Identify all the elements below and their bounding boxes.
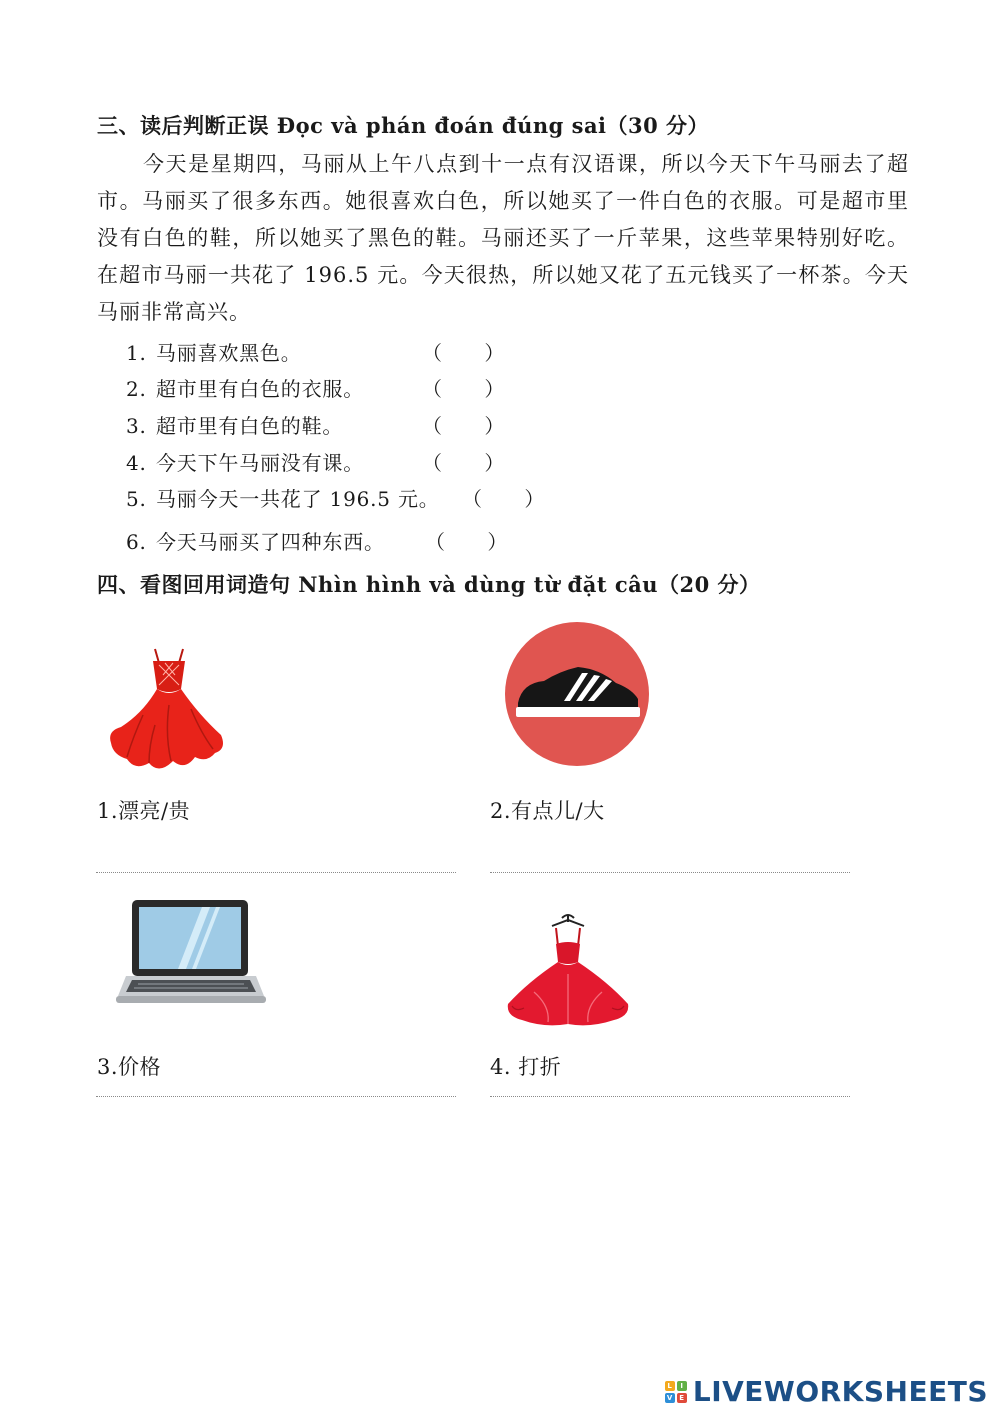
question-number: 2. <box>126 377 147 401</box>
answer-blank[interactable]: （ ） <box>422 377 506 401</box>
answer-blank[interactable]: （ ） <box>462 487 546 511</box>
item-2-label: 2.有点儿/大 <box>490 799 605 823</box>
question-text: 今天下午马丽没有课。 <box>156 451 364 475</box>
question-3 <box>126 410 506 439</box>
question-text: 今天马丽买了四种东西。 <box>156 530 385 554</box>
item-3-label: 3.价格 <box>97 1055 162 1079</box>
question-2 <box>126 373 506 402</box>
question-4 <box>126 447 506 476</box>
section-4-heading: 四、看图回用词造句 Nhìn hình và dùng từ đặt câu（20 分） <box>97 572 761 597</box>
sneaker-icon <box>504 621 650 767</box>
reading-passage: 今天是星期四，马丽从上午八点到十一点有汉语课，所以今天下午马丽去了超市。马丽买了很多东西。她很喜欢白色，所以她买了一件白色的衣服。可是超市里没有白色的鞋，所以她买了黑色的鞋。马丽还买了一斤苹果，这些苹果特别好吃。在超市马丽一共花了 196.5 元。今天很热，所以她又花了五元钱买了一杯茶。今天马丽非常高兴。 <box>97 152 909 324</box>
item-4-label: 4. 打折 <box>490 1055 562 1079</box>
answer-blank[interactable]: （ ） <box>422 414 506 438</box>
answer-blank[interactable]: （ ） <box>422 451 506 475</box>
laptop-icon <box>116 900 266 1006</box>
item-1-label: 1.漂亮/贵 <box>97 799 191 823</box>
red-dress-icon <box>103 645 235 777</box>
answer-line-3[interactable] <box>96 1096 456 1097</box>
answer-line-4[interactable] <box>490 1096 850 1097</box>
answer-blank[interactable]: （ ） <box>422 341 506 365</box>
liveworksheets-logo <box>665 1375 988 1408</box>
question-number: 6. <box>126 530 147 554</box>
section-3-heading: 三、读后判断正误 Đọc và phán đoán đúng sai（30 分） <box>97 113 710 138</box>
question-number: 3. <box>126 414 147 438</box>
question-text: 马丽喜欢黑色。 <box>156 341 302 365</box>
question-number: 5. <box>126 487 147 511</box>
question-5 <box>126 483 546 512</box>
answer-line-1[interactable] <box>96 872 456 873</box>
logo-mark-icon: L I V E <box>665 1381 687 1403</box>
question-text: 马丽今天一共花了 196.5 元。 <box>156 487 440 511</box>
question-text: 超市里有白色的衣服。 <box>156 377 364 401</box>
question-6 <box>126 526 509 555</box>
question-number: 1. <box>126 341 147 365</box>
answer-blank[interactable]: （ ） <box>425 530 509 554</box>
question-number: 4. <box>126 451 147 475</box>
question-1 <box>126 337 506 366</box>
answer-line-2[interactable] <box>490 872 850 873</box>
question-text: 超市里有白色的鞋。 <box>156 414 344 438</box>
ball-gown-icon <box>504 912 632 1026</box>
logo-text: LIVEWORKSHEETS <box>692 1375 988 1408</box>
